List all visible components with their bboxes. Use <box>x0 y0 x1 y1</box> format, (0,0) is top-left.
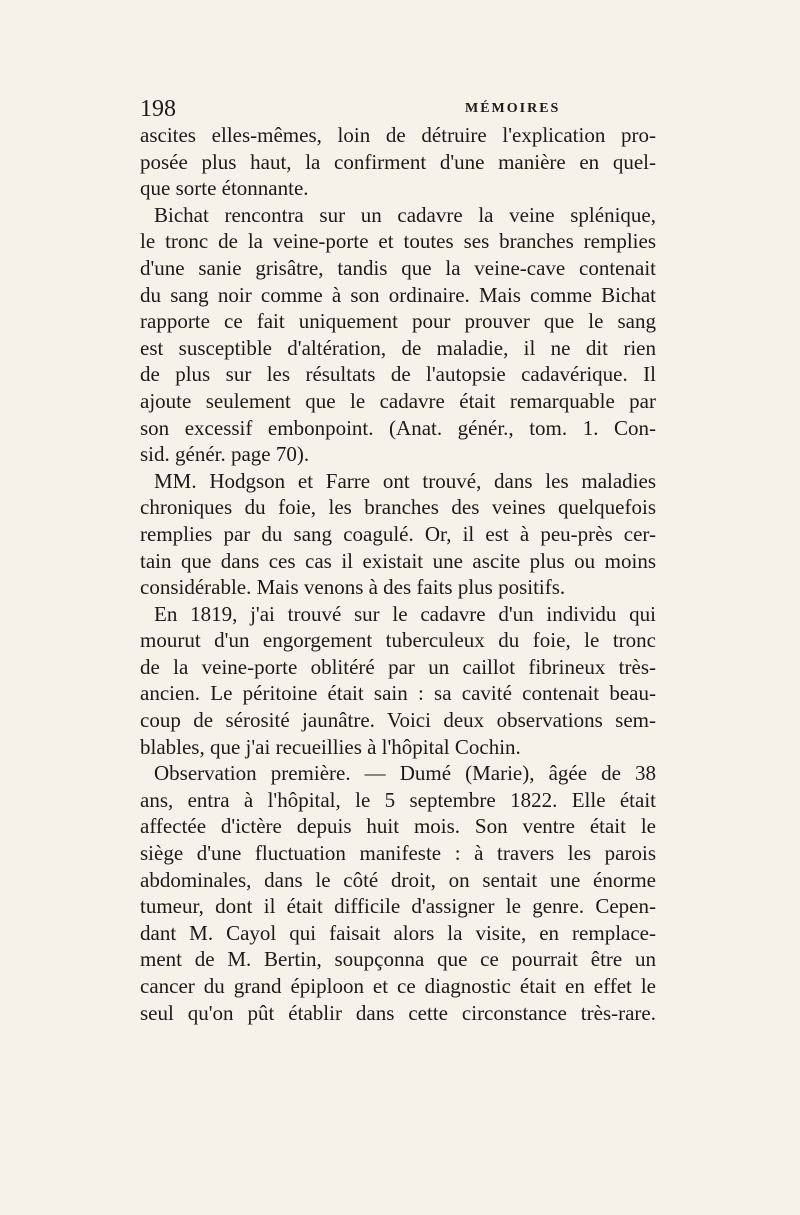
text-line: de la veine-porte oblitéré par un caillot fibrineux très- <box>140 654 656 679</box>
text-line: posée plus haut, la confirment d'une manière en quel- <box>140 149 656 174</box>
page-number: 198 <box>140 96 176 122</box>
text-line: de plus sur les résultats de l'autopsie cadavérique. Il <box>140 362 656 387</box>
observation-heading-line: Observation première. — Dumé (Marie), âgée de 38 <box>154 761 656 786</box>
text-line: coup de sérosité jaunâtre. Voici deux observations sem- <box>140 708 656 733</box>
text-line: d'une sanie grisâtre, tandis que la veine-cave contenait <box>140 255 656 280</box>
text-line: affectée d'ictère depuis huit mois. Son ventre était le <box>140 814 656 839</box>
text-line: du sang noir comme à son ordinaire. Mais comme Bichat <box>140 282 656 307</box>
text-line: cancer du grand épiploon et ce diagnostic était en effet le <box>140 974 656 998</box>
text-line: ancien. Le péritoine était sain : sa cavité contenait beau- <box>140 681 656 706</box>
text-line: seul qu'on pût établir dans cette circonstance très-rare. <box>140 1000 656 1025</box>
text-line: le tronc de la veine-porte et toutes ses branches remplies <box>140 229 656 254</box>
body-text <box>140 122 656 1026</box>
text-line: chroniques du foie, les branches des veines quelquefois <box>140 495 656 520</box>
text-line: tain que dans ces cas il existait une ascite plus ou moins <box>140 548 656 573</box>
text-line: est susceptible d'altération, de maladie, il ne dit rien <box>140 335 656 360</box>
text-line: rapporte ce fait uniquement pour prouver que le sang <box>140 309 656 334</box>
text-line: ment de M. Bertin, soupçonna que ce pourrait être un <box>140 947 656 972</box>
text-line: dant M. Cayol qui faisait alors la visite, en remplace- <box>140 920 656 945</box>
text-line: siège d'une fluctuation manifeste : à travers les parois <box>140 841 656 866</box>
page-header <box>140 94 660 124</box>
text-line: blables, que j'ai recueillies à l'hôpital Cochin. <box>140 734 521 759</box>
text-line: ans, entra à l'hôpital, le 5 septembre 1822. Elle était <box>140 787 656 812</box>
text-line: remplies par du sang coagulé. Or, il est à peu-près cer- <box>140 521 656 546</box>
paragraph-start-line: Bichat rencontra sur un cadavre la veine splénique, <box>154 202 656 227</box>
text-line: mourut d'un engorgement tuberculeux du foie, le tronc <box>140 628 656 653</box>
text-line: ajoute seulement que le cadavre était remarquable par <box>140 388 656 413</box>
text-line: considérable. Mais venons à des faits plus positifs. <box>140 575 566 600</box>
text-line: tumeur, dont il était difficile d'assigner le genre. Cepen- <box>140 894 656 919</box>
text-line: ascites elles-mêmes, loin de détruire l'explication pro- <box>140 123 656 147</box>
paragraph-start-line: En 1819, j'ai trouvé sur le cadavre d'un individu qui <box>154 601 656 626</box>
running-head: MÉMOIRES <box>465 101 561 116</box>
paragraph-start-line: MM. Hodgson et Farre ont trouvé, dans les maladies <box>154 468 656 493</box>
text-line: abdominales, dans le côté droit, on sentait une énorme <box>140 867 656 892</box>
text-line: son excessif embonpoint. (Anat. génér., tom. 1. Con- <box>140 415 656 440</box>
text-line: sid. génér. page 70). <box>140 442 310 467</box>
text-line: que sorte étonnante. <box>140 176 309 201</box>
